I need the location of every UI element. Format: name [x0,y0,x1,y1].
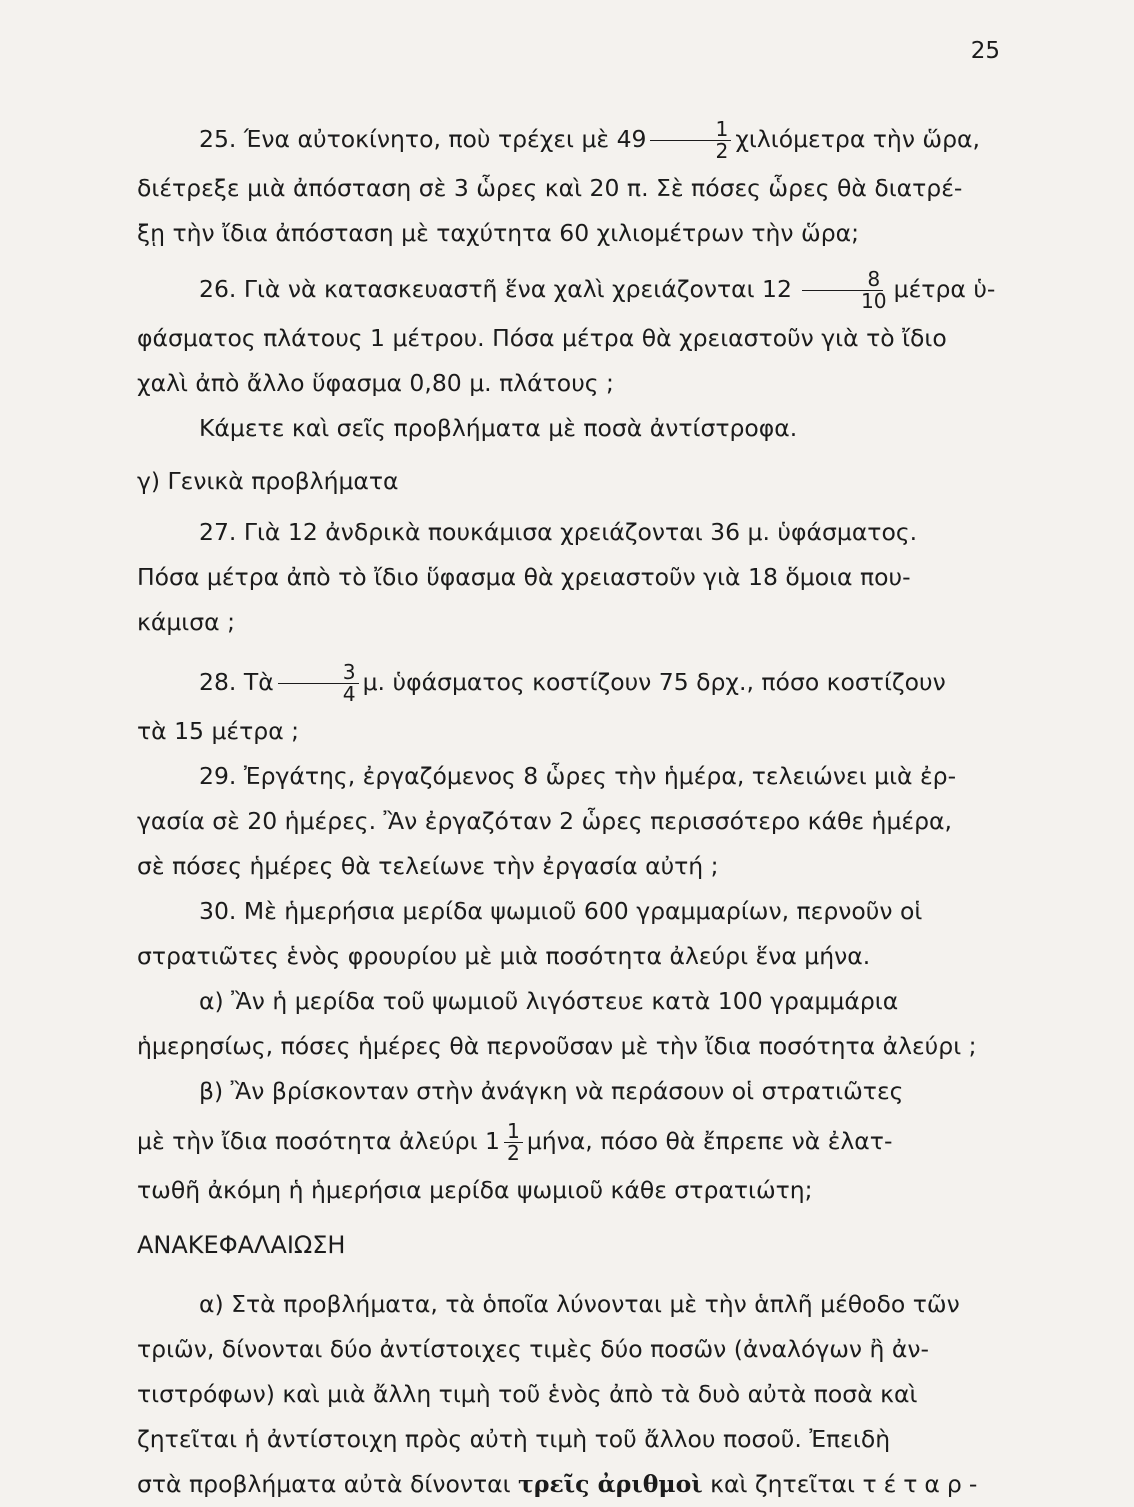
problem-28-line-1 [137,655,997,709]
fraction-numerator: 1 [504,1121,523,1143]
problem-25-line-2: διέτρεξε μιὰ ἀπόσταση σὲ 3 ὧρες καὶ 20 π. Σὲ πόσες ὧρες θὰ διατρέ- [137,174,963,202]
problem-30-b-line-1: β) Ἂν βρίσκονταν στὴν ἀνάγκη νὰ περάσουν οἱ στρατιῶτες [199,1077,904,1105]
problem-28-line-2: τὰ 15 μέτρα ; [137,717,300,745]
problem-30-label: 30. [199,897,237,925]
problem-27-line-2: Πόσα μέτρα ἀπὸ τὸ ἴδιο ὕφασμα θὰ χρειαστοῦν γιὰ 18 ὅμοια που- [137,563,911,591]
problem-28-text-after: μ. ὑφάσματος κοστίζουν 75 δρχ., πόσο κοστίζουν [362,668,946,696]
problem-27-text: Γιὰ 12 ἀνδρικὰ πουκάμισα χρειάζονται 36 μ. ὑφάσματος. [243,518,918,546]
fraction-denominator: 10 [860,289,887,313]
summary-bold-three-numbers: τρεῖς ἀριθμοὶ [518,1470,703,1498]
problem-25-text-before: Ένα αὐτοκίνητο, ποὺ τρέχει μὲ 49 [243,125,647,153]
problem-28-fraction [278,659,359,706]
summary-line-5 [137,1462,997,1507]
summary-line-3: τιστρόφων) καὶ μιὰ ἄλλη τιμὴ τοῦ ἑνὸς ἀπὸ τὰ δυὸ αὐτὰ ποσὰ καὶ [137,1380,918,1408]
problem-26-line-1 [137,262,997,316]
problem-29-line-1 [137,754,997,799]
fraction-denominator: 4 [342,682,356,706]
fraction-denominator: 2 [715,139,729,163]
problem-26-label: 26. [199,275,237,303]
problem-25-line-1 [137,112,997,166]
problem-26-text-after: μέτρα ὑ- [893,275,996,303]
problem-29-text: Ἐργάτης, ἐργαζόμενος 8 ὧρες τὴν ἡμέρα, τελειώνει μιὰ ἐρ- [243,762,957,790]
problem-29-line-3: σὲ πόσες ἡμέρες θὰ τελείωνε τὴν ἐργασία αὐτή ; [137,852,719,880]
fraction-numerator: 8 [802,269,883,291]
problem-30-b-line-3: τωθῆ ἀκόμη ἡ ἡμερήσια μερίδα ψωμιοῦ κάθε στρατιώτη; [137,1176,813,1204]
problem-25-fraction [650,116,731,163]
problem-30-line-1 [137,889,997,934]
summary-line-4: ζητεῖται ἡ ἀντίστοιχη πρὸς αὐτὴ τιμὴ τοῦ ἄλλου ποσοῦ. Ἐπειδὴ [137,1425,891,1453]
fraction-numerator: 1 [650,119,731,141]
problem-27-line-3: κάμισα ; [137,608,236,636]
inverse-note: Κάμετε καὶ σεῖς προβλήματα μὲ ποσὰ ἀντίστροφα. [199,414,798,442]
summary-line-5-before: στὰ προβλήματα αὐτὰ δίνονται [137,1470,511,1498]
summary-line-1: α) Στὰ προβλήματα, τὰ ὁποῖα λύνονται μὲ τὴν ἁπλῆ μέθοδο τῶν [199,1290,960,1318]
problem-26-line-3: χαλὶ ἀπὸ ἄλλο ὕφασμα 0,80 μ. πλάτους ; [137,369,614,397]
problem-30-text: Μὲ ἡμερήσια μερίδα ψωμιοῦ 600 γραμμαρίων, περνοῦν οἱ [243,897,923,925]
problem-29-line-2: γασία σὲ 20 ἡμέρες. Ἂν ἐργαζόταν 2 ὧρες περισσότερο κάθε ἡμέρα, [137,807,952,835]
problem-26-text-before: Γιὰ νὰ κατασκευαστῆ ἕνα χαλὶ χρειάζονται 12 [243,275,792,303]
problem-25-text-after: χιλιόμετρα τὴν ὥρα, [735,125,980,153]
problem-30-b-text-after: μήνα, πόσο θὰ ἔπρεπε νὰ ἐλατ- [526,1127,893,1155]
problem-27-label: 27. [199,518,237,546]
problem-29-label: 29. [199,762,237,790]
page-number: 25 [970,38,1000,64]
page-content [137,112,997,1507]
problem-30-b-text-before: μὲ τὴν ἴδια ποσότητα ἀλεύρι 1 [137,1127,500,1155]
problem-30-a-line-2: ἡμερησίως, πόσες ἡμέρες θὰ περνοῦσαν μὲ τὴν ἴδια ποσότητα ἀλεύρι ; [137,1032,977,1060]
fraction-numerator: 3 [278,662,359,684]
problem-25-label: 25. [199,125,237,153]
general-problems-heading: γ) Γενικὰ προβλήματα [137,467,399,495]
problem-26-fraction [796,266,890,313]
problem-25-line-3: ξῃ τὴν ἴδια ἀπόσταση μὲ ταχύτητα 60 χιλιομέτρων τὴν ὥρα; [137,219,860,247]
summary-title: ΑΝΑΚΕΦΑΛΑΙΩΣΗ [137,1231,346,1259]
fraction-denominator: 2 [506,1141,520,1165]
problem-30-line-2: στρατιῶτες ἑνὸς φρουρίου μὲ μιὰ ποσότητα ἀλεύρι ἕνα μήνα. [137,942,871,970]
summary-line-2: τριῶν, δίνονται δύο ἀντίστοιχες τιμὲς δύο ποσῶν (ἀναλόγων ἢ ἀν- [137,1335,929,1363]
summary-spaced-word: τέταρ- [862,1470,985,1498]
problem-30-a-line-1: α) Ἂν ἡ μερίδα τοῦ ψωμιοῦ λιγόστευε κατὰ 100 γραμμάρια [199,987,899,1015]
summary-line-5-mid: καὶ ζητεῖται [710,1470,855,1498]
problem-26-line-2: φάσματος πλάτους 1 μέτρου. Πόσα μέτρα θὰ χρειαστοῦν γιὰ τὸ ἴδιο [137,324,947,352]
problem-30-b-line-2 [137,1114,997,1168]
problem-28-label: 28. [199,668,237,696]
problem-27-line-1 [137,510,997,555]
problem-28-text-before: Τὰ [243,668,274,696]
problem-30-b-fraction [504,1118,523,1165]
